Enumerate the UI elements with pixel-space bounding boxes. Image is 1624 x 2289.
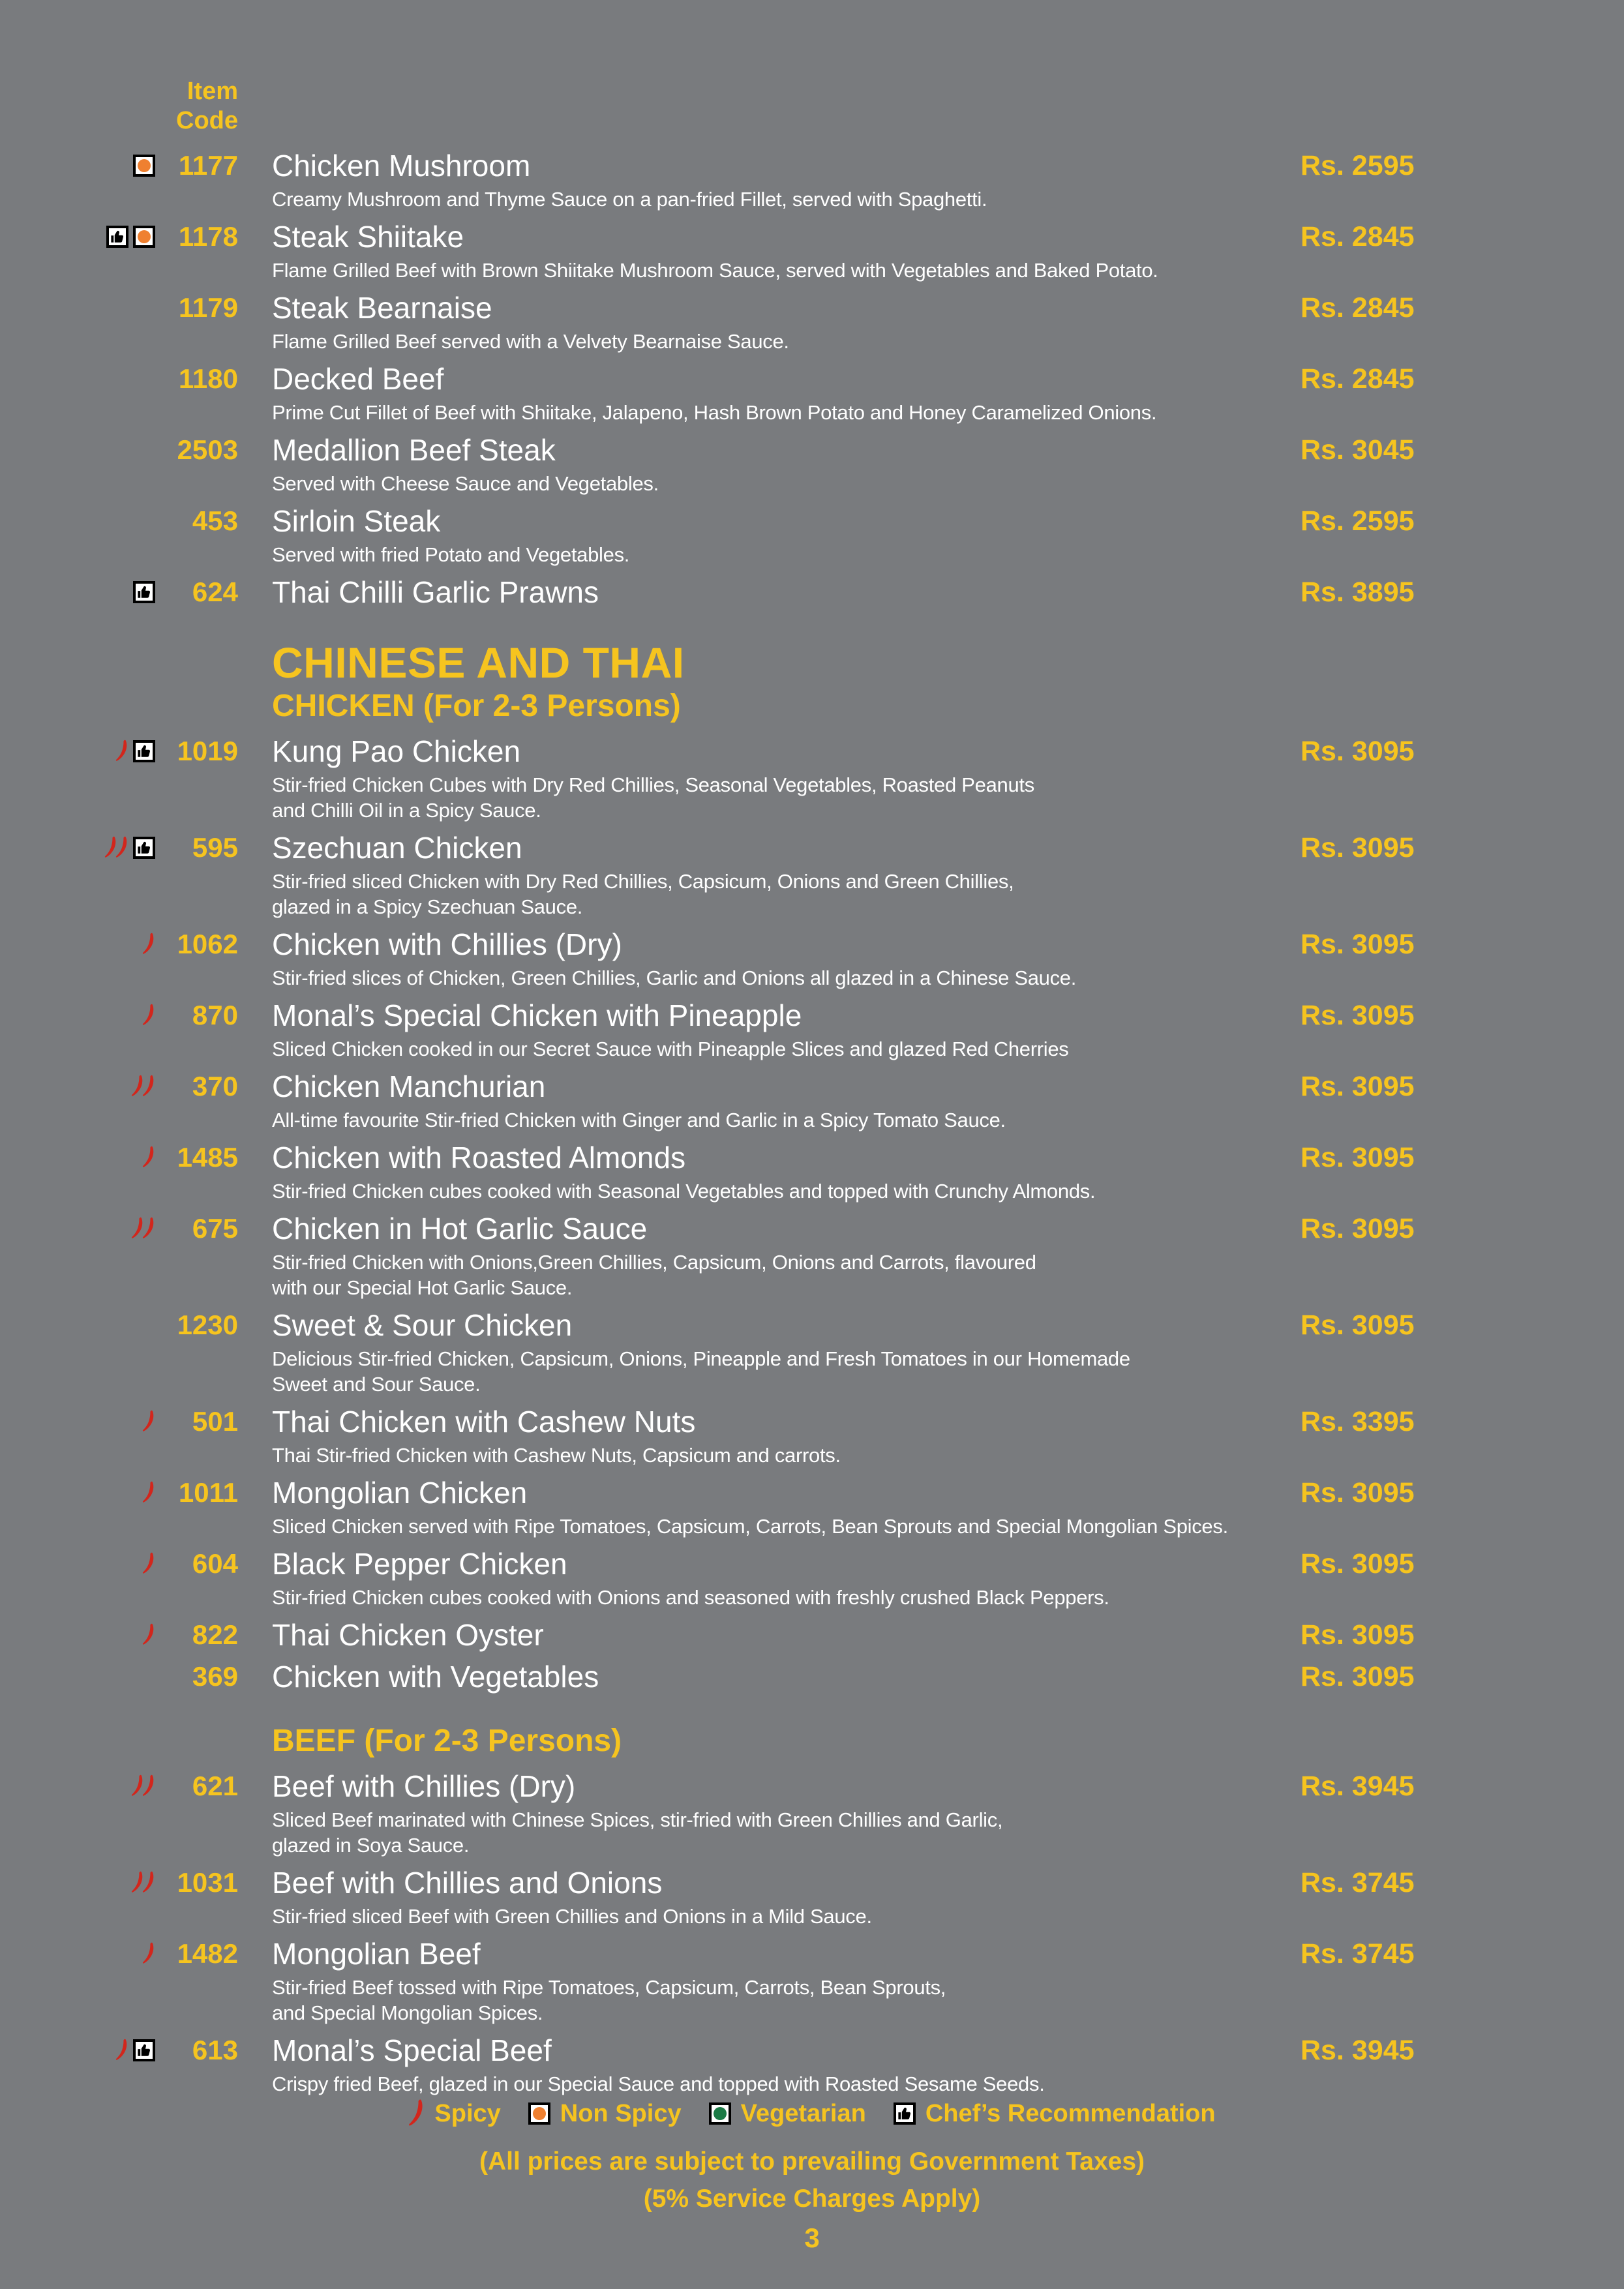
item-icons (52, 1934, 163, 1973)
item-icons (52, 146, 163, 185)
item-price: Rs. 3095 (1301, 1309, 1415, 1341)
item-code: 822 (192, 1619, 238, 1650)
item-icons (52, 1657, 163, 1696)
legend-label: Vegetarian (740, 2099, 866, 2127)
item-description (238, 1512, 1246, 1539)
legend (0, 2099, 1624, 2129)
item-code: 501 (192, 1406, 238, 1437)
item-price: Rs. 3095 (1301, 736, 1415, 767)
spicy-icon (142, 1481, 155, 1504)
item-description-line: Sliced Chicken served with Ripe Tomatoes, Capsicum, Carrots, Bean Sprouts and Special Mongolian Spices. (272, 1515, 1228, 1538)
legend-label: Chef’s Recommendation (925, 2099, 1216, 2127)
item-code: 1482 (177, 1938, 238, 1969)
spicy-icon (115, 836, 128, 860)
menu-item (52, 430, 1441, 496)
item-code: 1179 (178, 292, 238, 323)
item-code: 453 (192, 505, 238, 536)
item-description-line: Stir-fried Chicken cubes cooked with Seasonal Vegetables and topped with Crunchy Almonds. (272, 1180, 1096, 1203)
item-code: 2503 (177, 434, 238, 465)
service-charges-note: (5% Service Charges Apply) (643, 2185, 981, 2213)
item-code: 1177 (178, 150, 238, 181)
spicy-icon (142, 1871, 155, 1894)
spicy-icon (115, 740, 128, 763)
item-price: Rs. 2595 (1301, 505, 1415, 537)
chefs-recommendation-icon (133, 837, 155, 859)
item-name: Chicken Mushroom (272, 149, 531, 183)
item-description (238, 1902, 1246, 1929)
item-description-line: Sliced Beef marinated with Chinese Spices, stir-fried with Green Chillies and Garlic, (272, 1808, 1003, 1831)
item-code: 604 (192, 1548, 238, 1579)
item-name: Kung Pao Chicken (272, 734, 521, 768)
item-code: 613 (192, 2035, 238, 2065)
item-name: Chicken in Hot Garlic Sauce (272, 1212, 648, 1246)
spicy-icon (142, 1552, 155, 1576)
item-icons (52, 1306, 163, 1345)
item-icons (52, 1402, 163, 1441)
item-price: Rs. 3095 (1301, 1213, 1415, 1244)
item-icons (52, 1067, 163, 1106)
item-description (238, 2070, 1246, 2097)
menu-item (52, 288, 1441, 354)
item-icons (52, 501, 163, 541)
item-code: 370 (192, 1071, 238, 1101)
item-description-line: and Special Mongolian Spices. (272, 2001, 543, 2024)
item-description (238, 1806, 1246, 1858)
item-description-line: Stir-fried Chicken cubes cooked with Onions and seasoned with freshly crushed Black Peppers. (272, 1586, 1109, 1609)
item-description-line: Stir-fried sliced Chicken with Dry Red Chillies, Capsicum, Onions and Green Chillies, (272, 870, 1014, 893)
item-code: 1180 (178, 363, 238, 394)
item-price: Rs. 3745 (1301, 1867, 1415, 1898)
item-name: Chicken Manchurian (272, 1070, 546, 1103)
footer (0, 2099, 1624, 2254)
item-description (238, 1106, 1246, 1133)
item-code: 595 (192, 832, 238, 863)
item-description-line: Stir-fried Chicken Cubes with Dry Red Chillies, Seasonal Vegetables, Roasted Peanuts (272, 773, 1034, 796)
item-description (238, 327, 1246, 354)
taxes-note: (All prices are subject to prevailing Government Taxes) (479, 2147, 1145, 2176)
item-name: Chicken with Roasted Almonds (272, 1141, 686, 1174)
menu-item (52, 1473, 1441, 1539)
spicy-icon (142, 1410, 155, 1433)
menu-item (52, 1067, 1441, 1133)
item-price: Rs. 3745 (1301, 1938, 1415, 1969)
section-subtitle: BEEF (For 2-3 Persons) (272, 1724, 622, 1758)
item-price: Rs. 3395 (1301, 1406, 1415, 1437)
item-name: Chicken with Vegetables (272, 1660, 599, 1694)
legend-item (709, 2100, 866, 2128)
item-price: Rs. 2845 (1301, 292, 1415, 323)
item-description-line: Stir-fried sliced Beef with Green Chillies and Onions in a Mild Sauce. (272, 1905, 872, 1928)
chefs-recommendation-icon (894, 2102, 916, 2125)
item-icons (52, 1767, 163, 1806)
item-code: 621 (192, 1771, 238, 1801)
item-description (238, 541, 1246, 567)
chefs-recommendation-icon (133, 2039, 155, 2061)
item-name: Thai Chicken Oyster (272, 1618, 544, 1652)
item-name: Chicken with Chillies (Dry) (272, 927, 622, 961)
item-description (238, 398, 1246, 425)
item-description-line: Crispy fried Beef, glazed in our Special Sauce and topped with Roasted Sesame Seeds. (272, 2072, 1045, 2095)
item-price: Rs. 3095 (1301, 1661, 1415, 1692)
spicy-icon (408, 2099, 425, 2129)
item-icons (52, 925, 163, 964)
item-name: Thai Chicken with Cashew Nuts (272, 1405, 696, 1439)
legend-item (408, 2099, 500, 2129)
item-code: 1011 (178, 1477, 238, 1508)
item-description-line: glazed in a Spicy Szechuan Sauce. (272, 895, 583, 918)
item-code: 870 (192, 1000, 238, 1030)
item-description (238, 1345, 1246, 1397)
item-description (238, 1583, 1246, 1610)
section-heading (272, 638, 1441, 725)
item-code: 1062 (177, 929, 238, 959)
item-description (238, 256, 1246, 283)
item-code-header-line1: Item (187, 78, 238, 105)
item-price: Rs. 3095 (1301, 1071, 1415, 1102)
item-code-header (52, 77, 238, 136)
item-name: Beef with Chillies and Onions (272, 1866, 663, 1900)
chefs-recommendation-icon (133, 740, 155, 762)
menu-item (52, 925, 1441, 991)
item-price: Rs. 2845 (1301, 363, 1415, 395)
spicy-icon (142, 1075, 155, 1098)
item-description-line: Flame Grilled Beef served with a Velvety Bearnaise Sauce. (272, 330, 789, 353)
menu-item (52, 1934, 1441, 2026)
item-price: Rs. 2845 (1301, 221, 1415, 252)
item-icons (52, 1615, 163, 1654)
item-price: Rs. 3045 (1301, 434, 1415, 466)
legend-item (894, 2100, 1216, 2128)
chefs-recommendation-icon (133, 581, 155, 603)
item-description-line: and Chilli Oil in a Spicy Sauce. (272, 799, 541, 822)
menu-item (52, 1615, 1441, 1654)
menu-item (52, 146, 1441, 212)
item-name: Monal’s Special Beef (272, 2033, 552, 2067)
item-description (238, 771, 1246, 823)
item-description-line: Thai Stir-fried Chicken with Cashew Nuts, Capsicum and carrots. (272, 1444, 841, 1467)
item-icons (52, 1138, 163, 1177)
item-price: Rs. 3945 (1301, 1771, 1415, 1802)
menu-item (52, 1306, 1441, 1397)
item-icons (52, 1544, 163, 1583)
item-price: Rs. 3095 (1301, 1142, 1415, 1173)
vegetarian-icon (709, 2102, 731, 2125)
item-code: 1178 (178, 221, 238, 252)
menu-item (52, 1402, 1441, 1468)
menu-item (52, 828, 1441, 920)
item-icons (52, 359, 163, 398)
item-description-line: Stir-fried slices of Chicken, Green Chillies, Garlic and Onions all glazed in a Chinese Sauce. (272, 966, 1077, 989)
item-code-header-line2: Code (176, 107, 238, 134)
menu-content (52, 77, 1441, 2102)
item-name: Medallion Beef Steak (272, 433, 556, 467)
item-description-line: glazed in Soya Sauce. (272, 1834, 470, 1857)
spicy-icon (142, 1217, 155, 1240)
item-name: Decked Beef (272, 362, 444, 396)
item-price: Rs. 3095 (1301, 929, 1415, 960)
menu-item (52, 1767, 1441, 1858)
item-icons (52, 573, 163, 612)
legend-label: Non Spicy (560, 2099, 682, 2127)
item-description-line: Stir-fried Beef tossed with Ripe Tomatoes, Capsicum, Carrots, Bean Sprouts, (272, 1976, 946, 1999)
item-description (238, 1441, 1246, 1468)
item-description (238, 1248, 1246, 1300)
item-code: 624 (192, 576, 238, 607)
item-name: Beef with Chillies (Dry) (272, 1769, 576, 1803)
section-title: CHINESE AND THAI (272, 638, 685, 687)
item-icons (52, 1209, 163, 1248)
item-price: Rs. 3095 (1301, 1619, 1415, 1651)
item-code: 1019 (177, 736, 238, 766)
menu-item (52, 996, 1441, 1062)
menu-item (52, 573, 1441, 612)
menu-item (52, 1544, 1441, 1610)
item-name: Sirloin Steak (272, 504, 441, 538)
menu-items (52, 146, 1441, 2097)
menu-item (52, 1863, 1441, 1929)
spicy-icon (115, 2039, 128, 2062)
item-description-line: Stir-fried Chicken with Onions,Green Chillies, Capsicum, Onions and Carrots, flavoured (272, 1251, 1036, 1274)
spicy-icon (142, 1942, 155, 1966)
item-price: Rs. 3095 (1301, 1477, 1415, 1508)
item-description-line: Prime Cut Fillet of Beef with Shiitake, Jalapeno, Hash Brown Potato and Honey Caramelized Onions. (272, 401, 1157, 424)
item-name: Steak Bearnaise (272, 291, 492, 325)
non-spicy-icon (528, 2102, 550, 2125)
item-description-line: Served with Cheese Sauce and Vegetables. (272, 472, 659, 495)
item-icons (52, 430, 163, 470)
non-spicy-icon (133, 155, 155, 177)
item-description (238, 185, 1246, 212)
menu-item (52, 1138, 1441, 1204)
item-code: 1031 (177, 1867, 238, 1898)
item-description-line: All-time favourite Stir-fried Chicken with Ginger and Garlic in a Spicy Tomato Sauce. (272, 1109, 1006, 1131)
item-name: Thai Chilli Garlic Prawns (272, 575, 599, 609)
menu-item (52, 359, 1441, 425)
item-description (238, 964, 1246, 991)
spicy-icon (142, 1004, 155, 1027)
item-icons (52, 217, 163, 256)
item-code: 675 (192, 1213, 238, 1244)
item-description-line: with our Special Hot Garlic Sauce. (272, 1276, 573, 1299)
non-spicy-icon (133, 226, 155, 248)
item-description-line: Sweet and Sour Sauce. (272, 1373, 481, 1396)
menu-item (52, 1657, 1441, 1696)
item-description-line: Creamy Mushroom and Thyme Sauce on a pan-fried Fillet, served with Spaghetti. (272, 188, 987, 211)
item-description (238, 867, 1246, 920)
item-code: 1485 (177, 1142, 238, 1173)
item-icons (52, 1473, 163, 1512)
section-heading (272, 1722, 1441, 1760)
item-code: 369 (192, 1661, 238, 1692)
item-description (238, 1973, 1246, 2026)
item-description-line: Served with fried Potato and Vegetables. (272, 543, 630, 566)
menu-item (52, 217, 1441, 283)
item-description (238, 1177, 1246, 1204)
item-name: Monal’s Special Chicken with Pineapple (272, 998, 802, 1032)
page-number: 3 (804, 2222, 820, 2253)
section-subtitle: CHICKEN (For 2-3 Persons) (272, 689, 681, 723)
legend-item (528, 2100, 682, 2128)
item-description-line: Sliced Chicken cooked in our Secret Sauce with Pineapple Slices and glazed Red Cherries (272, 1038, 1069, 1060)
item-icons (52, 1863, 163, 1902)
menu-item (52, 732, 1441, 823)
item-code: 1230 (177, 1309, 238, 1340)
item-icons (52, 288, 163, 327)
item-description (238, 1035, 1246, 1062)
item-name: Black Pepper Chicken (272, 1547, 567, 1581)
item-price: Rs. 2595 (1301, 150, 1415, 181)
menu-item (52, 1209, 1441, 1300)
item-icons (52, 996, 163, 1035)
item-description-line: Flame Grilled Beef with Brown Shiitake Mushroom Sauce, served with Vegetables and Baked Potato. (272, 259, 1158, 282)
item-icons (52, 2031, 163, 2070)
item-name: Mongolian Beef (272, 1937, 481, 1971)
menu-item (52, 501, 1441, 567)
item-price: Rs. 3095 (1301, 1000, 1415, 1031)
item-name: Szechuan Chicken (272, 831, 522, 865)
item-name: Steak Shiitake (272, 220, 464, 254)
spicy-icon (142, 1146, 155, 1169)
item-icons (52, 732, 163, 771)
item-price: Rs. 3945 (1301, 2035, 1415, 2066)
item-name: Sweet & Sour Chicken (272, 1308, 573, 1342)
chefs-recommendation-icon (106, 226, 128, 248)
item-description (238, 470, 1246, 496)
item-price: Rs. 3095 (1301, 1548, 1415, 1579)
spicy-icon (142, 933, 155, 956)
item-price: Rs. 3895 (1301, 576, 1415, 608)
menu-item (52, 2031, 1441, 2097)
item-name: Mongolian Chicken (272, 1476, 528, 1510)
legend-label: Spicy (434, 2099, 501, 2127)
spicy-icon (142, 1774, 155, 1798)
item-price: Rs. 3095 (1301, 832, 1415, 863)
spicy-icon (142, 1623, 155, 1647)
item-description-line: Delicious Stir-fried Chicken, Capsicum, Onions, Pineapple and Fresh Tomatoes in our Homemade (272, 1347, 1130, 1370)
item-icons (52, 828, 163, 867)
